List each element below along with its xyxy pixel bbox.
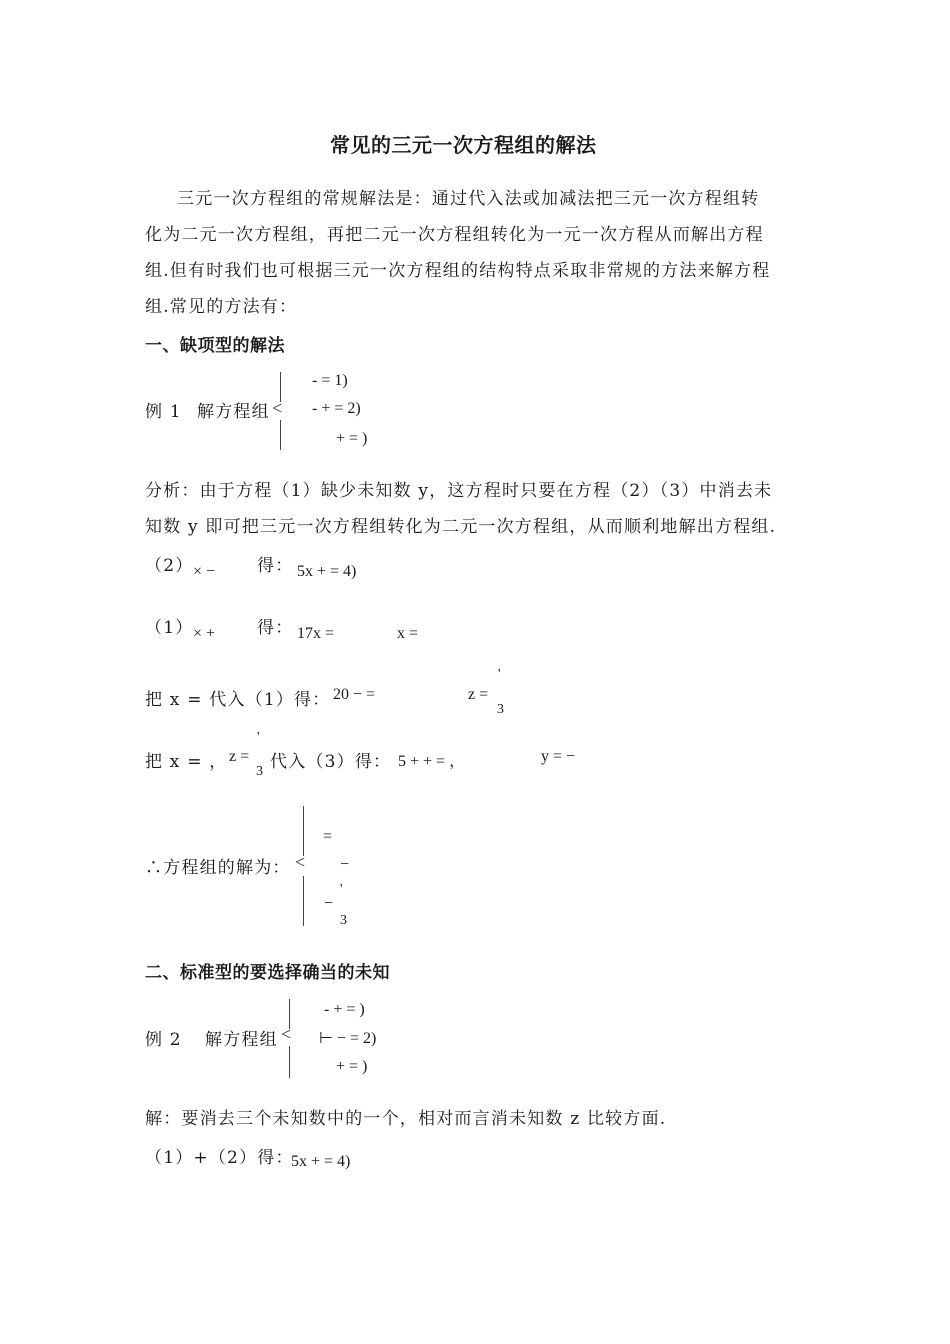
- solution-1-label: ∴方程组的解为：: [145, 858, 291, 878]
- analysis-line-1: 分析：由于方程（1）缺少未知数 y，这方程时只要在方程（2）（3）中消去未: [145, 481, 773, 501]
- example-2-equation-2: ⊢ − = 2): [319, 1030, 377, 1047]
- intro-line-4: 组.常见的方法有：: [145, 297, 298, 317]
- step-2-operation: × +: [193, 625, 216, 642]
- step-2-de: 得：: [257, 618, 294, 638]
- analysis-line-2: 知数 y 即可把三元一次方程组转化为二元一次方程组，从而顺利地解出方程组.: [145, 517, 777, 537]
- example-2-equation-1: - + = ): [324, 1001, 365, 1018]
- solution-1-y: −: [340, 856, 350, 873]
- solution-2-step-1-equation: 5x + = 4): [291, 1153, 351, 1170]
- intro-line-1: 三元一次方程组的常规解法是：通过代入法或加减法把三元一次方程组转: [177, 189, 760, 209]
- step-3-z-numerator: ': [498, 667, 501, 682]
- step-1-operation: × −: [193, 563, 216, 580]
- solution-2-step-1-label: （1）+（2）得：: [145, 1148, 294, 1168]
- example-1-equation-3: + = ): [336, 430, 368, 447]
- example-1-equation-2: - + = 2): [312, 400, 361, 417]
- example-1-equation-1: - = 1): [312, 372, 348, 389]
- step-4-y: y = −: [541, 748, 576, 765]
- step-4-z: z =: [229, 748, 250, 765]
- step-1-equation: 5x + = 4): [297, 563, 357, 580]
- step-1-label: （2）: [145, 556, 194, 576]
- step-3-text: 把 x = 代入（1）得：: [145, 690, 331, 710]
- solution-1-z-denominator: 3: [340, 913, 347, 928]
- example-2-equation-3: + = ): [336, 1058, 368, 1075]
- intro-line-3: 组.但有时我们也可根据三元一次方程组的结构特点采取非常规的方法来解方程: [145, 261, 771, 281]
- example-2-text: 解方程组: [205, 1030, 278, 1050]
- solution-1-z-fraction: −: [324, 895, 334, 912]
- solution-1-z-numerator: ': [340, 882, 343, 897]
- step-3-equation: 20 − =: [333, 686, 376, 703]
- step-4-text: 把 x = ，: [145, 752, 228, 772]
- step-4-z-denominator: 3: [256, 764, 263, 779]
- step-4-equation: 5 + + = ，: [398, 753, 466, 770]
- example-1-text: 解方程组: [197, 402, 270, 422]
- example-2-label: 例 2: [145, 1030, 182, 1050]
- page-title: 常见的三元一次方程组的解法: [330, 133, 597, 157]
- step-1-de: 得：: [257, 556, 294, 576]
- solution-2-line-1: 解：要消去三个未知数中的一个，相对而言消未知数 z 比较方面.: [145, 1109, 667, 1129]
- example-1-label: 例 1: [145, 402, 182, 422]
- step-4-substitute: 代入（3）得：: [270, 752, 392, 772]
- step-4-z-numerator: ': [257, 730, 260, 745]
- section-1-heading: 一、缺项型的解法: [145, 336, 285, 356]
- intro-line-2: 化为二元一次方程组，再把二元一次方程组转化为一元一次方程从而解出方程: [145, 225, 764, 245]
- section-2-heading: 二、标准型的要选择确当的未知: [145, 963, 390, 983]
- solution-1-x: =: [323, 828, 333, 845]
- step-3-z-denominator: 3: [497, 702, 504, 717]
- step-3-z: z =: [468, 686, 489, 703]
- step-2-equation: 17x =: [297, 625, 335, 642]
- step-2-label: （1）: [145, 618, 194, 638]
- step-2-x: x =: [397, 625, 419, 642]
